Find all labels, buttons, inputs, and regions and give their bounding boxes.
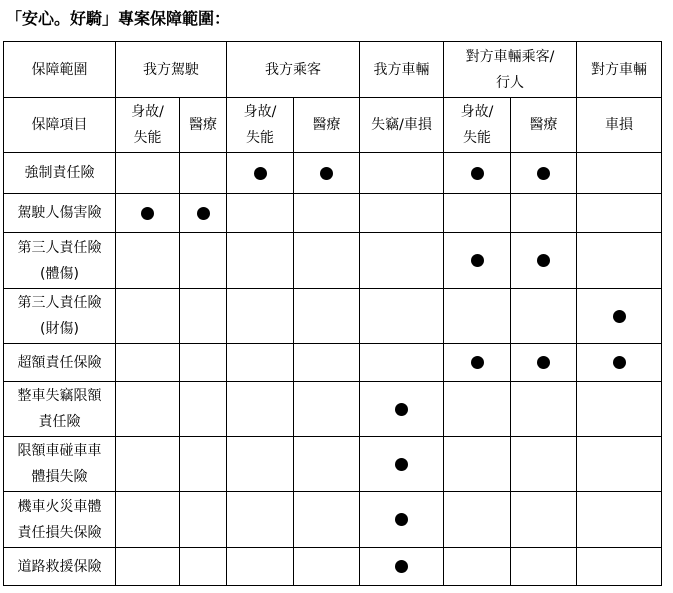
coverage-dot-icon — [141, 207, 154, 220]
row-label: 第三人責任險 (財傷) — [4, 289, 116, 344]
row-label: 駕駛人傷害險 — [4, 194, 116, 233]
coverage-cell — [294, 492, 360, 548]
coverage-cell — [227, 344, 294, 382]
header-own-driver-death: 身故/ 失能 — [116, 98, 180, 153]
coverage-cell — [577, 492, 662, 548]
coverage-dot-icon — [320, 167, 333, 180]
table-row — [4, 437, 662, 492]
coverage-cell — [116, 382, 180, 437]
coverage-cell — [511, 492, 577, 548]
coverage-dot-icon — [254, 167, 267, 180]
coverage-cell — [294, 382, 360, 437]
coverage-cell — [511, 194, 577, 233]
coverage-cell — [294, 194, 360, 233]
coverage-cell — [116, 437, 180, 492]
coverage-table — [3, 41, 662, 586]
table-row — [4, 194, 662, 233]
coverage-dot-icon — [471, 167, 484, 180]
coverage-cell — [227, 548, 294, 586]
header-own-passenger-medical: 醫療 — [294, 98, 360, 153]
header-other-vehicle: 對方車輛 — [577, 42, 662, 98]
header-other-passenger-pedestrian: 對方車輛乘客/ 行人 — [444, 42, 577, 98]
table-row — [4, 233, 662, 289]
header-other-passenger-death: 身故/ 失能 — [444, 98, 511, 153]
coverage-cell — [577, 153, 662, 194]
header-row-coverage — [4, 42, 662, 98]
coverage-cell — [511, 289, 577, 344]
coverage-cell — [180, 437, 227, 492]
coverage-cell — [294, 289, 360, 344]
coverage-dot-icon — [197, 207, 210, 220]
coverage-cell — [511, 437, 577, 492]
coverage-cell — [180, 194, 227, 233]
coverage-cell — [444, 382, 511, 437]
row-label: 道路救援保險 — [4, 548, 116, 586]
coverage-cell — [294, 153, 360, 194]
coverage-cell — [227, 153, 294, 194]
coverage-cell — [444, 289, 511, 344]
coverage-cell — [180, 382, 227, 437]
coverage-cell — [360, 194, 444, 233]
coverage-cell — [227, 194, 294, 233]
coverage-cell — [294, 233, 360, 289]
coverage-cell — [116, 289, 180, 344]
row-label: 整車失竊限額 責任險 — [4, 382, 116, 437]
coverage-cell — [116, 492, 180, 548]
coverage-dot-icon — [471, 356, 484, 369]
coverage-dot-icon — [613, 310, 626, 323]
coverage-cell — [511, 233, 577, 289]
coverage-cell — [227, 492, 294, 548]
coverage-cell — [180, 289, 227, 344]
coverage-cell — [577, 233, 662, 289]
coverage-dot-icon — [395, 560, 408, 573]
coverage-cell — [180, 492, 227, 548]
coverage-cell — [294, 437, 360, 492]
header-coverage-scope: 保障範圍 — [4, 42, 116, 98]
coverage-cell — [360, 382, 444, 437]
page-title: 「安心。好騎」專案保障範圍： — [6, 9, 231, 28]
header-own-passenger: 我方乘客 — [227, 42, 360, 98]
coverage-cell — [180, 153, 227, 194]
header-other-passenger-medical: 醫療 — [511, 98, 577, 153]
header-own-vehicle-theft-damage: 失竊/車損 — [360, 98, 444, 153]
coverage-dot-icon — [395, 458, 408, 471]
coverage-cell — [116, 344, 180, 382]
coverage-cell — [116, 548, 180, 586]
coverage-cell — [294, 344, 360, 382]
coverage-cell — [294, 548, 360, 586]
coverage-cell — [360, 289, 444, 344]
coverage-cell — [577, 194, 662, 233]
coverage-cell — [577, 437, 662, 492]
header-own-driver-medical: 醫療 — [180, 98, 227, 153]
coverage-cell — [444, 233, 511, 289]
coverage-cell — [360, 492, 444, 548]
row-label: 超額責任保險 — [4, 344, 116, 382]
coverage-cell — [360, 233, 444, 289]
coverage-cell — [116, 194, 180, 233]
coverage-cell — [444, 492, 511, 548]
coverage-cell — [180, 548, 227, 586]
table-row — [4, 548, 662, 586]
row-label: 第三人責任險 (體傷) — [4, 233, 116, 289]
coverage-cell — [116, 153, 180, 194]
coverage-dot-icon — [537, 356, 550, 369]
coverage-cell — [444, 153, 511, 194]
coverage-cell — [511, 382, 577, 437]
table-row — [4, 153, 662, 194]
header-row-items — [4, 98, 662, 153]
coverage-cell — [227, 437, 294, 492]
coverage-dot-icon — [395, 513, 408, 526]
coverage-cell — [444, 344, 511, 382]
coverage-dot-icon — [613, 356, 626, 369]
table-row — [4, 382, 662, 437]
row-label: 限額車碰車車 體損失險 — [4, 437, 116, 492]
coverage-cell — [180, 344, 227, 382]
coverage-cell — [227, 233, 294, 289]
header-other-vehicle-damage: 車損 — [577, 98, 662, 153]
table-row — [4, 344, 662, 382]
coverage-cell — [227, 382, 294, 437]
coverage-cell — [444, 548, 511, 586]
coverage-cell — [360, 548, 444, 586]
coverage-cell — [116, 233, 180, 289]
header-own-driver: 我方駕駛 — [116, 42, 227, 98]
coverage-cell — [577, 548, 662, 586]
coverage-dot-icon — [537, 254, 550, 267]
coverage-dot-icon — [395, 403, 408, 416]
table-row — [4, 289, 662, 344]
coverage-cell — [360, 344, 444, 382]
coverage-cell — [511, 153, 577, 194]
coverage-cell — [180, 233, 227, 289]
row-label: 機車火災車體 責任損失保險 — [4, 492, 116, 548]
coverage-cell — [577, 289, 662, 344]
coverage-cell — [511, 548, 577, 586]
coverage-cell — [444, 194, 511, 233]
header-coverage-item: 保障項目 — [4, 98, 116, 153]
header-own-passenger-death: 身故/ 失能 — [227, 98, 294, 153]
coverage-cell — [444, 437, 511, 492]
coverage-cell — [360, 153, 444, 194]
coverage-dot-icon — [471, 254, 484, 267]
header-own-vehicle: 我方車輛 — [360, 42, 444, 98]
coverage-cell — [511, 344, 577, 382]
table-row — [4, 492, 662, 548]
coverage-cell — [227, 289, 294, 344]
coverage-cell — [577, 382, 662, 437]
coverage-cell — [360, 437, 444, 492]
coverage-dot-icon — [537, 167, 550, 180]
row-label: 強制責任險 — [4, 153, 116, 194]
coverage-cell — [577, 344, 662, 382]
